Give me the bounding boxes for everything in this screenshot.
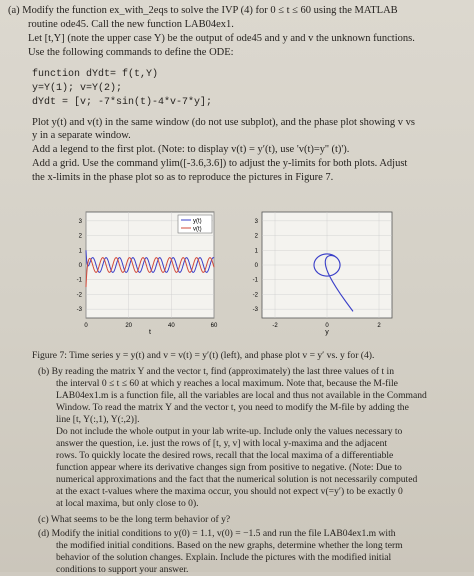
y-tick-label: -2 — [252, 292, 258, 299]
part-c-line: (c) What seems to be the long term behavior of y? — [38, 514, 231, 525]
instruction-line: Add a legend to the first plot. (Note: to display v(t) = y′(t), use 'v(t)=y'' (t)'). — [32, 144, 350, 155]
time-series-x-ticks — [84, 323, 218, 329]
legend-label-y: y(t) — [193, 218, 202, 225]
x-tick-label: 40 — [167, 323, 175, 329]
x-tick-label: 20 — [125, 323, 133, 329]
legend-label-v: v(t) — [193, 226, 202, 233]
x-tick-label: 60 — [210, 323, 218, 329]
part-b-line: function appear where its derivative changes sign from positive to negative. (Note: Due to — [56, 462, 402, 473]
x-tick-label: 2 — [377, 323, 381, 329]
instruction-line: Plot y(t) and v(t) in the same window (do not use subplot), and the phase plot showing v vs — [32, 117, 415, 128]
part-d-line: behavior of the solution changes. Explain. Include the pictures with the modified initial — [56, 552, 392, 563]
y-tick-label: 0 — [78, 263, 82, 269]
instruction-line: Add a grid. Use the command ylim([-3.6,3.6]) to adjust the y-limits for both plots. Adjust — [32, 158, 408, 169]
part-b-line: numerical approximations and the fact that the numerical solution is not necessarily computed — [56, 474, 418, 485]
code-line: dYdt = [v; -7*sin(t)-4*v-7*y]; — [32, 97, 213, 108]
time-series-plot — [58, 206, 223, 336]
instruction-line: y in a separate window. — [32, 130, 131, 141]
y-tick-label: 2 — [254, 233, 258, 240]
part-d-line: conditions to support your answer. — [56, 564, 189, 575]
y-tick-label: -1 — [76, 277, 82, 284]
intro-line: Let [t,Y] (note the upper case Y) be the output of ode45 and y and v the unknown functions. — [28, 33, 415, 44]
part-b-line: Window. To read the matrix Y and the vector t, you need to modify the M-file by adding the — [56, 402, 409, 413]
y-tick-label: 0 — [254, 263, 258, 269]
y-tick-label: 1 — [254, 248, 258, 255]
code-line: y=Y(1); v=Y(2); — [32, 83, 123, 94]
y-tick-label: -1 — [252, 277, 258, 284]
intro-line: (a) Modify the function ex_with_2eqs to solve the IVP (4) for 0 ≤ t ≤ 60 using the MATLAB — [8, 5, 398, 16]
part-b-line: at local maxima, but only close to 0). — [56, 498, 199, 509]
y-tick-label: 1 — [78, 248, 82, 255]
part-b-line: LAB04ex1.m is a function file, all the variables are local and thus not available in the Command — [56, 390, 427, 401]
part-b-line: the interval 0 ≤ t ≤ 60 at which y reaches a local maximum. Note that, because the M-file — [56, 378, 398, 389]
x-tick-label: 0 — [325, 323, 329, 329]
y-tick-label: -3 — [252, 307, 258, 314]
phase-plot — [238, 206, 408, 336]
x-tick-label: -2 — [272, 323, 278, 329]
time-series-legend — [178, 215, 212, 233]
part-d-line: (d) Modify the initial conditions to y(0) = 1.1, v(0) = −1.5 and run the file LAB04ex1.m with — [38, 528, 396, 539]
x-tick-label: 0 — [84, 323, 88, 329]
intro-line: routine ode45. Call the new function LAB04ex1. — [28, 19, 234, 30]
part-b-line: line [t, Y(:,1), Y(:,2)]. — [56, 414, 140, 425]
y-tick-label: 3 — [254, 218, 258, 225]
part-d-line: the modified initial conditions. Based on the new graphs, determine whether the long term — [56, 540, 403, 551]
y-tick-label: -3 — [76, 307, 82, 314]
time-series-x-label: t — [149, 329, 151, 336]
instruction-line: the x-limits in the phase plot so as to reproduce the pictures in Figure 7. — [32, 172, 334, 183]
part-b-line: (b) By reading the matrix Y and the vector t, find (approximately) the last three values of t in — [38, 366, 395, 377]
part-b-line: at the exact t-values where the maxima occur, you should not expect v(=y′) to be exactly 0 — [56, 486, 403, 497]
part-b-line: answer the question, i.e. just the rows of [t, y, v] with local y-maxima and the adjacent — [56, 438, 388, 449]
code-line: function dYdt= f(t,Y) — [32, 69, 159, 80]
figure-caption: Figure 7: Time series y = y(t) and v = v(t) = y′(t) (left), and phase plot v = y′ vs. y for (4). — [32, 350, 375, 361]
part-b-line: Do not include the whole output in your lab write-up. Include only the values necessary to — [56, 426, 403, 437]
intro-line: Use the following commands to define the ODE: — [28, 47, 234, 58]
y-tick-label: -2 — [76, 292, 82, 299]
phase-x-label: y — [325, 329, 329, 336]
time-series-y-ticks — [77, 219, 83, 313]
part-b-line: rows. To quickly locate the desired rows, recall that the local maxima of a differentiable — [56, 450, 394, 461]
phase-y-ticks — [253, 219, 259, 313]
y-tick-label: 2 — [78, 233, 82, 240]
y-tick-label: 3 — [78, 218, 82, 225]
